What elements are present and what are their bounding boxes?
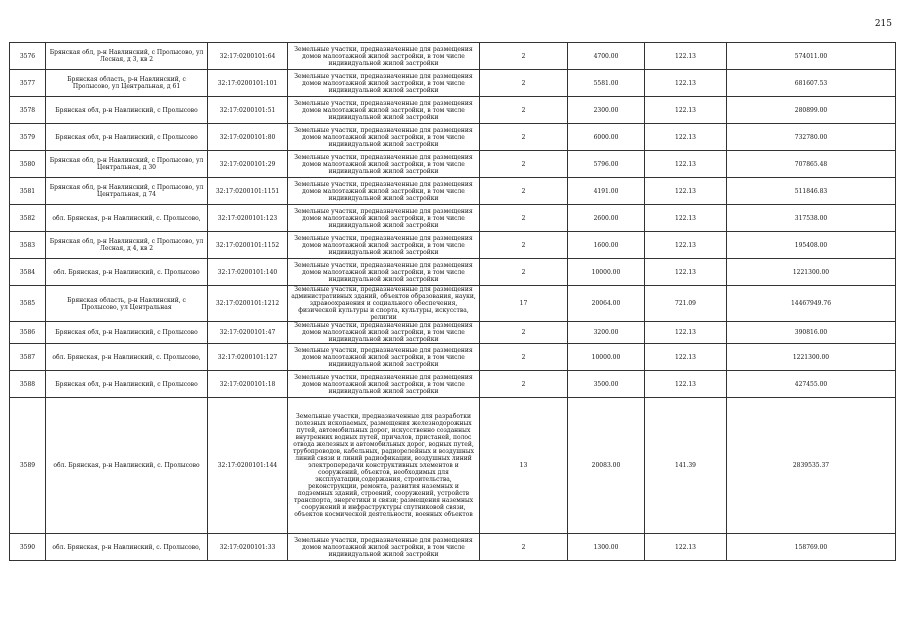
specific-value-cell: 122.13 <box>645 151 727 178</box>
area-cell: 10000.00 <box>568 344 645 371</box>
specific-value-cell: 122.13 <box>645 371 727 398</box>
address-cell: Брянская обл, р-н Навлинский, с Пролысово <box>46 371 208 398</box>
land-use-cell: Земельные участки, предназначенные для разработки полезных ископаемых, размещения железнодорожных путей, автомобильных дорог, искусственно созданных внутренних водных путей, причалов, пристаней, полос отвода железных и автомобильных дорог, водных путей, трубопроводов, кабельных, радиорелейных и воздушных линий связи и линий радиофикации, воздушных линий электропередачи конструктивных элементов и сооружений, объектов, необходимых для эксплуатации,содержания, строительства, реконструкции, ремонта, развития наземных и подземных зданий, строений, сооружений, устройств транспорта, энергетики и связи; размещения наземных сооружений и инфраструктуры спутниковой связи, объектов космической деятельности, военных объектов <box>288 398 480 534</box>
address-cell: Брянская обл, р-н Навлинский, с Пролысово, ул Центральная, д 74 <box>46 178 208 205</box>
row-number-cell: 3581 <box>10 178 46 205</box>
area-cell: 5796.00 <box>568 151 645 178</box>
address-cell: Брянская обл, р-н Навлинский, с Пролысово, ул Лесная, д 4, кв 2 <box>46 232 208 259</box>
use-group-cell: 17 <box>480 286 568 322</box>
cadastral-value-cell: 14467949.76 <box>727 286 896 322</box>
row-number-cell: 3583 <box>10 232 46 259</box>
use-group-cell: 13 <box>480 398 568 534</box>
table-row <box>10 344 896 371</box>
address-cell: Брянская область, р-н Навлинский, с Пролысово, ул Центральная <box>46 286 208 322</box>
address-cell: Брянская область, р-н Навлинский, с Пролысово, ул Центральная, д 61 <box>46 70 208 97</box>
table-row <box>10 322 896 344</box>
cadastral-number-cell: 32:17:0200101:144 <box>208 398 288 534</box>
area-cell: 20064.00 <box>568 286 645 322</box>
use-group-cell: 2 <box>480 70 568 97</box>
specific-value-cell: 141.39 <box>645 398 727 534</box>
land-use-cell: Земельные участки, предназначенные для размещения домов малоэтажной жилой застройки, в том числе индивидуальной жилой застройки <box>288 97 480 124</box>
specific-value-cell: 122.13 <box>645 178 727 205</box>
address-cell: Брянская обл, р-н Навлинский, с Пролысово <box>46 124 208 151</box>
land-use-cell: Земельные участки, предназначенные для размещения административных зданий, объектов образования, науки, здравоохранения и социального обеспечения, физической культуры и спорта, культуры, искусства, религии <box>288 286 480 322</box>
use-group-cell: 2 <box>480 371 568 398</box>
address-cell: обл. Брянская, р-н Навлинский, с. Пролысово <box>46 259 208 286</box>
table-row <box>10 259 896 286</box>
specific-value-cell: 122.13 <box>645 97 727 124</box>
land-use-cell: Земельные участки, предназначенные для размещения домов малоэтажной жилой застройки, в том числе индивидуальной жилой застройки <box>288 371 480 398</box>
row-number-cell: 3580 <box>10 151 46 178</box>
specific-value-cell: 122.13 <box>645 70 727 97</box>
cadastral-value-cell: 195408.00 <box>727 232 896 259</box>
use-group-cell: 2 <box>480 205 568 232</box>
table-row <box>10 43 896 70</box>
cadastral-number-cell: 32:17:0200101:101 <box>208 70 288 97</box>
cadastral-number-cell: 32:17:0200101:51 <box>208 97 288 124</box>
land-use-cell: Земельные участки, предназначенные для размещения домов малоэтажной жилой застройки, в том числе индивидуальной жилой застройки <box>288 124 480 151</box>
address-cell: Брянская обл, р-н Навлинский, с Пролысово <box>46 322 208 344</box>
address-cell: обл. Брянская, р-н Навлинский, с. Пролысово <box>46 398 208 534</box>
area-cell: 2600.00 <box>568 205 645 232</box>
row-number-cell: 3587 <box>10 344 46 371</box>
cadastral-value-cell: 317538.00 <box>727 205 896 232</box>
cadastral-value-cell: 732780.00 <box>727 124 896 151</box>
address-cell: Брянская обл, р-н Навлинский, с Пролысово, ул Лесная, д 3, кв 2 <box>46 43 208 70</box>
area-cell: 3200.00 <box>568 322 645 344</box>
cadastral-number-cell: 32:17:0200101:80 <box>208 124 288 151</box>
land-use-cell: Земельные участки, предназначенные для размещения домов малоэтажной жилой застройки, в том числе индивидуальной жилой застройки <box>288 259 480 286</box>
specific-value-cell: 122.13 <box>645 322 727 344</box>
cadastral-number-cell: 32:17:0200101:18 <box>208 371 288 398</box>
cadastral-value-cell: 427455.00 <box>727 371 896 398</box>
row-number-cell: 3576 <box>10 43 46 70</box>
area-cell: 3500.00 <box>568 371 645 398</box>
use-group-cell: 2 <box>480 232 568 259</box>
land-use-cell: Земельные участки, предназначенные для размещения домов малоэтажной жилой застройки, в том числе индивидуальной жилой застройки <box>288 322 480 344</box>
cadastral-number-cell: 32:17:0200101:1212 <box>208 286 288 322</box>
row-number-cell: 3586 <box>10 322 46 344</box>
cadastral-value-cell: 2839535.37 <box>727 398 896 534</box>
table-row <box>10 534 896 561</box>
address-cell: обл. Брянская, р-н Навлинский, с. Пролысово, <box>46 344 208 371</box>
land-use-cell: Земельные участки, предназначенные для размещения домов малоэтажной жилой застройки, в том числе индивидуальной жилой застройки <box>288 205 480 232</box>
area-cell: 10000.00 <box>568 259 645 286</box>
row-number-cell: 3589 <box>10 398 46 534</box>
table-row <box>10 178 896 205</box>
area-cell: 6000.00 <box>568 124 645 151</box>
cadastral-value-cell: 707865.48 <box>727 151 896 178</box>
row-number-cell: 3590 <box>10 534 46 561</box>
cadastral-number-cell: 32:17:0200101:1151 <box>208 178 288 205</box>
land-registry-table <box>9 42 896 561</box>
land-use-cell: Земельные участки, предназначенные для размещения домов малоэтажной жилой застройки, в том числе индивидуальной жилой застройки <box>288 43 480 70</box>
cadastral-value-cell: 681607.53 <box>727 70 896 97</box>
specific-value-cell: 122.13 <box>645 344 727 371</box>
use-group-cell: 2 <box>480 344 568 371</box>
cadastral-value-cell: 511846.83 <box>727 178 896 205</box>
use-group-cell: 2 <box>480 124 568 151</box>
use-group-cell: 2 <box>480 534 568 561</box>
cadastral-number-cell: 32:17:0200101:123 <box>208 205 288 232</box>
address-cell: Брянская обл, р-н Навлинский, с Пролысово, ул Центральная, д 30 <box>46 151 208 178</box>
cadastral-value-cell: 280899.00 <box>727 97 896 124</box>
table-row <box>10 371 896 398</box>
cadastral-number-cell: 32:17:0200101:140 <box>208 259 288 286</box>
specific-value-cell: 721.09 <box>645 286 727 322</box>
area-cell: 4191.00 <box>568 178 645 205</box>
cadastral-value-cell: 158769.00 <box>727 534 896 561</box>
area-cell: 1300.00 <box>568 534 645 561</box>
specific-value-cell: 122.13 <box>645 205 727 232</box>
cadastral-number-cell: 32:17:0200101:64 <box>208 43 288 70</box>
row-number-cell: 3584 <box>10 259 46 286</box>
land-use-cell: Земельные участки, предназначенные для размещения домов малоэтажной жилой застройки, в том числе индивидуальной жилой застройки <box>288 344 480 371</box>
cadastral-value-cell: 574011.00 <box>727 43 896 70</box>
use-group-cell: 2 <box>480 43 568 70</box>
table-row <box>10 97 896 124</box>
table-row <box>10 286 896 322</box>
specific-value-cell: 122.13 <box>645 43 727 70</box>
cadastral-value-cell: 1221300.00 <box>727 344 896 371</box>
address-cell: обл. Брянская, р-н Навлинский, с. Пролысово, <box>46 205 208 232</box>
table-row <box>10 151 896 178</box>
land-use-cell: Земельные участки, предназначенные для размещения домов малоэтажной жилой застройки, в том числе индивидуальной жилой застройки <box>288 178 480 205</box>
area-cell: 2300.00 <box>568 97 645 124</box>
table-row <box>10 232 896 259</box>
use-group-cell: 2 <box>480 322 568 344</box>
cadastral-value-cell: 390816.00 <box>727 322 896 344</box>
table-row <box>10 205 896 232</box>
cadastral-number-cell: 32:17:0200101:33 <box>208 534 288 561</box>
area-cell: 20083.00 <box>568 398 645 534</box>
row-number-cell: 3582 <box>10 205 46 232</box>
cadastral-number-cell: 32:17:0200101:1152 <box>208 232 288 259</box>
address-cell: Брянская обл, р-н Навлинский, с Пролысово <box>46 97 208 124</box>
area-cell: 1600.00 <box>568 232 645 259</box>
specific-value-cell: 122.13 <box>645 259 727 286</box>
area-cell: 5581.00 <box>568 70 645 97</box>
use-group-cell: 2 <box>480 97 568 124</box>
area-cell: 4700.00 <box>568 43 645 70</box>
row-number-cell: 3578 <box>10 97 46 124</box>
land-use-cell: Земельные участки, предназначенные для размещения домов малоэтажной жилой застройки, в том числе индивидуальной жилой застройки <box>288 534 480 561</box>
table-row <box>10 398 896 534</box>
page-number: 215 <box>874 19 892 29</box>
table-row <box>10 70 896 97</box>
cadastral-number-cell: 32:17:0200101:29 <box>208 151 288 178</box>
row-number-cell: 3579 <box>10 124 46 151</box>
row-number-cell: 3585 <box>10 286 46 322</box>
cadastral-number-cell: 32:17:0200101:127 <box>208 344 288 371</box>
use-group-cell: 2 <box>480 178 568 205</box>
cadastral-value-cell: 1221300.00 <box>727 259 896 286</box>
specific-value-cell: 122.13 <box>645 232 727 259</box>
row-number-cell: 3588 <box>10 371 46 398</box>
address-cell: обл. Брянская, р-н Навлинский, с. Пролысово, <box>46 534 208 561</box>
use-group-cell: 2 <box>480 259 568 286</box>
cadastral-number-cell: 32:17:0200101:47 <box>208 322 288 344</box>
specific-value-cell: 122.13 <box>645 534 727 561</box>
land-use-cell: Земельные участки, предназначенные для размещения домов малоэтажной жилой застройки, в том числе индивидуальной жилой застройки <box>288 151 480 178</box>
use-group-cell: 2 <box>480 151 568 178</box>
land-use-cell: Земельные участки, предназначенные для размещения домов малоэтажной жилой застройки, в том числе индивидуальной жилой застройки <box>288 232 480 259</box>
row-number-cell: 3577 <box>10 70 46 97</box>
land-use-cell: Земельные участки, предназначенные для размещения домов малоэтажной жилой застройки, в том числе индивидуальной жилой застройки <box>288 70 480 97</box>
specific-value-cell: 122.13 <box>645 124 727 151</box>
table-row <box>10 124 896 151</box>
